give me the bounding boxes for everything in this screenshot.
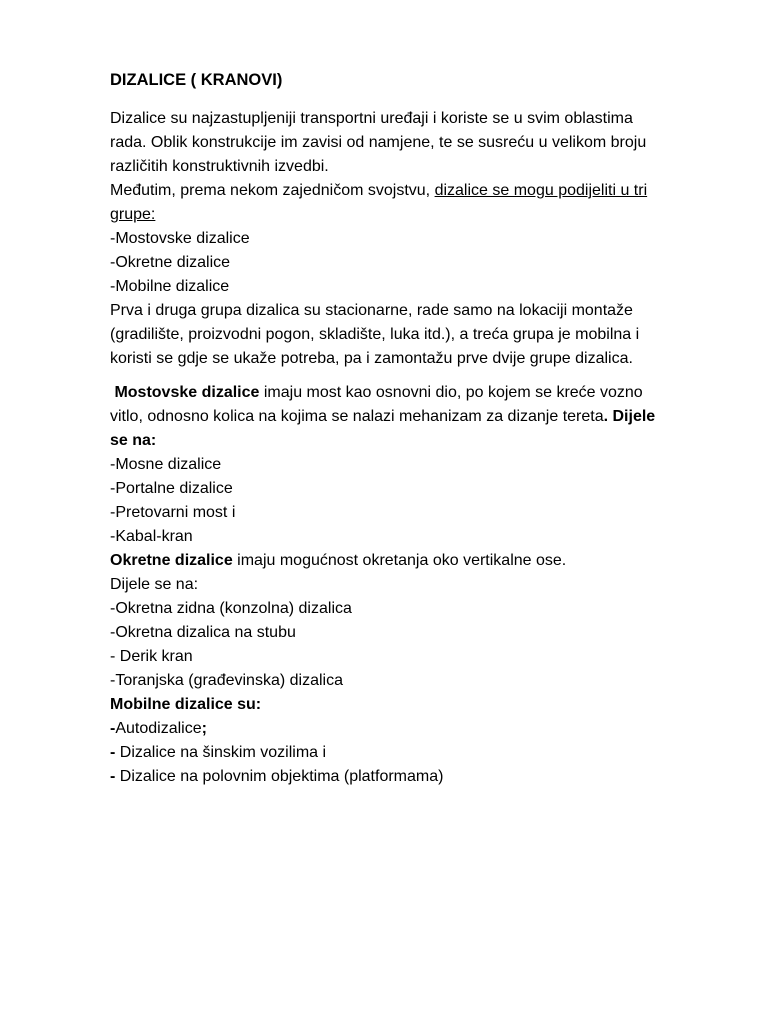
bold-term: Okretne dizalice	[110, 552, 233, 569]
intro-line: (gradilište, proizvodni pogon, skladište, luka itd.), a treća grupa je mobilna i	[110, 326, 640, 343]
intro-paragraph	[110, 107, 680, 371]
okretne-list-item: -Okretna dizalica na stubu	[110, 624, 296, 641]
mobilne-heading: Mobilne dizalice su:	[110, 696, 262, 713]
group-list-item: -Okretne dizalice	[110, 254, 231, 271]
mostovske-list-item: -Pretovarni most i	[110, 504, 236, 521]
okretne-list-item: -Okretna zidna (konzolna) dizalica	[110, 600, 352, 617]
mobilne-list-item: - Dizalice na šinskim vozilima i	[110, 744, 327, 761]
paragraph-gap	[110, 371, 680, 381]
okretne-section	[110, 549, 680, 693]
group-list-item: -Mostovske dizalice	[110, 230, 250, 247]
intro-line: Prva i druga grupa dizalica su stacionarne, rade samo na lokaciji montaže	[110, 302, 633, 319]
mostovske-list-item: -Mosne dizalice	[110, 456, 222, 473]
mobilne-section	[110, 693, 680, 789]
intro-line: Dizalice su najzastupljeniji transportni uređaji i koriste se u svim oblastima	[110, 110, 633, 127]
document-title: DIZALICE ( KRANOVI)	[110, 71, 283, 89]
mobilne-list-item: - Dizalice na polovnim objektima (platformama)	[110, 768, 444, 785]
underlined-text: grupe:	[110, 206, 156, 223]
intro-line: različitih konstruktivnih izvedbi.	[110, 158, 329, 175]
okretne-line: Okretne dizalice imaju mogućnost okretanja oko vertikalne ose.	[110, 552, 567, 569]
intro-line	[110, 203, 680, 227]
mostovske-line: se na:	[110, 432, 157, 449]
okretne-list-item: -Toranjska (građevinska) dizalica	[110, 672, 343, 689]
okretne-line: Dijele se na:	[110, 576, 199, 593]
group-list-item: -Mobilne dizalice	[110, 278, 230, 295]
underlined-text: dizalice se mogu podijeliti u tri	[434, 182, 648, 199]
intro-text: Međutim, prema nekom zajedničom svojstvu,	[110, 182, 435, 199]
document-page	[110, 68, 680, 789]
mostovske-list-item: -Kabal-kran	[110, 528, 193, 545]
mostovske-section	[110, 381, 680, 549]
intro-line: koristi se gdje se ukaže potreba, pa i zamontažu prve dvije grupe dizalica.	[110, 350, 633, 367]
mostovske-line: Mostovske dizalice imaju most kao osnovni dio, po kojem se kreće vozno	[114, 384, 643, 401]
intro-line	[110, 179, 680, 203]
intro-line: rada. Oblik konstrukcije im zavisi od namjene, te se susreću u velikom broju	[110, 134, 647, 151]
mobilne-list-item: -Autodizalice;	[110, 720, 207, 737]
bold-term: Mostovske dizalice	[114, 384, 260, 401]
mostovske-line: vitlo, odnosno kolica na kojima se nalazi mehanizam za dizanje tereta. Dijele	[110, 408, 656, 425]
mostovske-list-item: -Portalne dizalice	[110, 480, 233, 497]
okretne-list-item: - Derik kran	[110, 648, 193, 665]
